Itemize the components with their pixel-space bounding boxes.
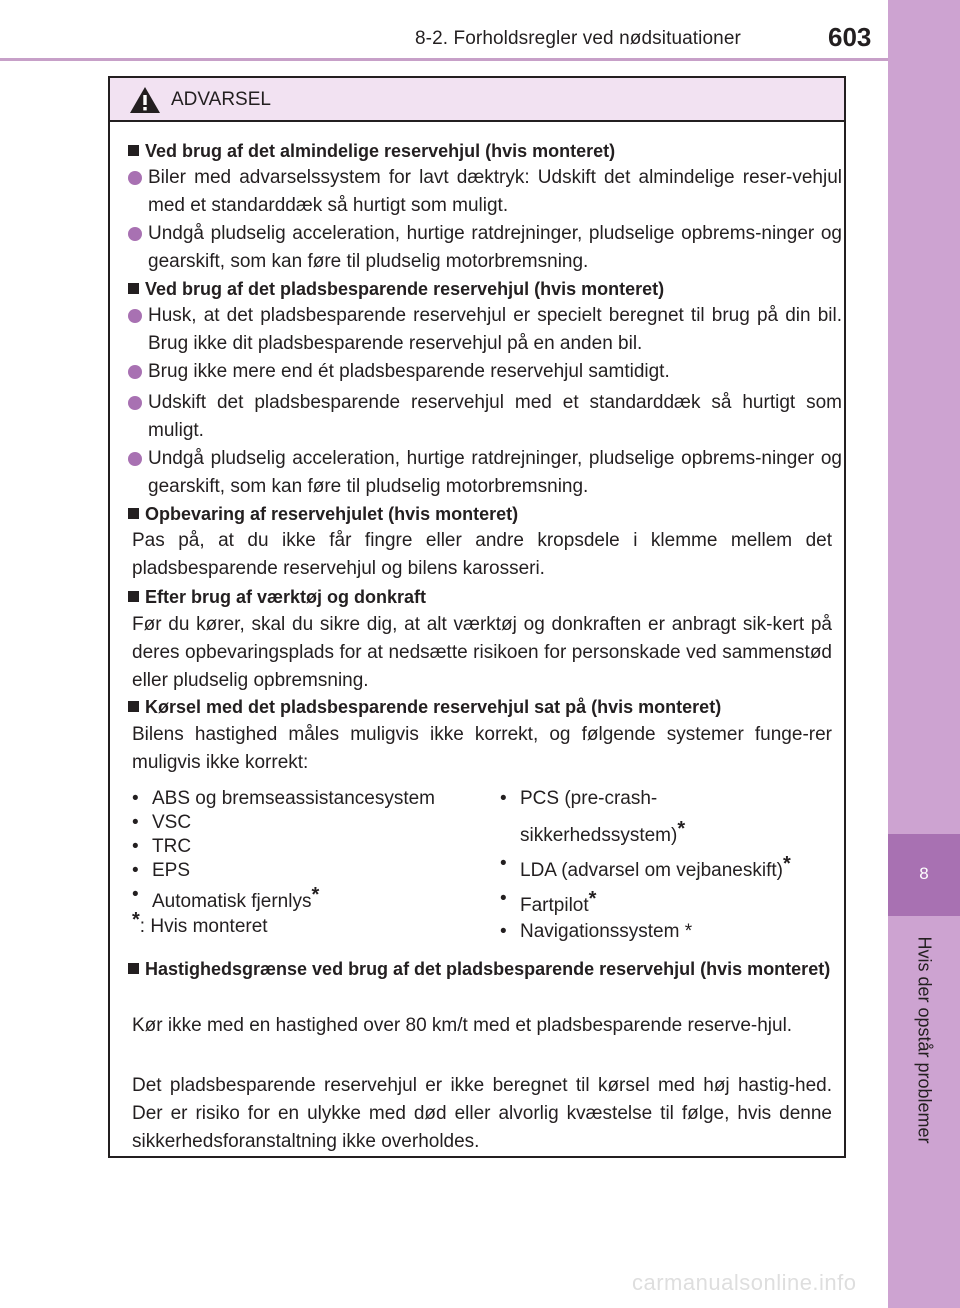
paragraph: Pas på, at du ikke får fingre eller andre kropsdele i klemme mellem det pladsbesparende reservehjul og bilens karosseri. — [132, 530, 832, 579]
footnote-star: * — [588, 888, 597, 910]
list-item-continuation: sikkerhedssystem)* — [520, 818, 686, 846]
section-heading: Opbevaring af reservehjulet (hvis monteret) — [128, 502, 840, 527]
section-heading: Hastighedsgrænse ved brug af det pladsbesparende reservehjul (hvis monteret) — [128, 957, 840, 982]
footnote-star: * — [677, 818, 686, 840]
bullet-item: Husk, at det pladsbesparende reservehjul er specielt beregnet til brug på din bil. Brug ikke dit pladsbesparende reservehjul på en anden bil. — [128, 302, 842, 358]
round-bullet-icon — [128, 396, 142, 410]
list-item: • PCS (pre-crash- — [500, 787, 791, 811]
list-item: • EPS — [132, 859, 435, 883]
round-bullet-icon — [128, 227, 142, 241]
section-heading: Efter brug af værktøj og donkraft — [128, 585, 840, 610]
square-bullet-icon — [128, 145, 139, 156]
round-bullet-icon — [128, 365, 142, 379]
watermark: carmanualsonline.info — [632, 1270, 857, 1295]
chapter-tab[interactable] — [888, 834, 960, 916]
bullet-item: Biler med advarselssystem for lavt dæktryk: Udskift det almindelige reser-vehjul med et standarddæk så hurtigt som muligt. — [128, 164, 842, 220]
list-item: • Automatisk fjernlys* — [132, 883, 435, 914]
list-item: • LDA (advarsel om vejbaneskift)* — [500, 852, 791, 883]
list-item: • Navigationssystem * — [500, 920, 791, 944]
bullet-item: Undgå pludselig acceleration, hurtige ratdrejninger, pludselige opbrems-ninger og gearskift, som kan føre til pludselig motorbremsning. — [128, 220, 842, 276]
round-bullet-icon — [128, 309, 142, 323]
chapter-number: 8 — [919, 864, 929, 883]
warning-triangle-icon — [129, 86, 161, 114]
section-title: 8-2. Forholdsregler ved nødsituationer — [415, 28, 741, 49]
bullet-item: Undgå pludselig acceleration, hurtige ratdrejninger, pludselige opbrems-ninger og gearskift, som kan føre til pludselig motorbremsning. — [128, 445, 842, 501]
bullet-item: Udskift det pladsbesparende reservehjul med et standarddæk så hurtigt som muligt. — [128, 389, 842, 445]
warning-label: ADVARSEL — [171, 89, 271, 110]
list-item: • TRC — [132, 835, 435, 859]
paragraph: Bilens hastighed måles muligvis ikke korrekt, og følgende systemer funge-rer muligvis ikke korrekt: — [132, 724, 832, 773]
page-number: 603 — [828, 22, 872, 52]
paragraph: Det pladsbesparende reservehjul er ikke beregnet til kørsel med høj hastig-hed. Der er risiko for en ulykke med død eller alvorlig kvæstelse til følge, hvis denne sikkerhedsforanstaltning ikke overholdes. — [132, 1075, 832, 1152]
square-bullet-icon — [128, 963, 139, 974]
header-divider — [0, 58, 888, 61]
warning-box — [108, 76, 846, 1158]
footnote-star: * — [782, 853, 791, 875]
footnote: *: Hvis monteret — [132, 909, 268, 937]
paragraph: Kør ikke med en hastighed over 80 km/t med et pladsbesparende reserve-hjul. — [132, 1015, 793, 1036]
round-bullet-icon — [128, 171, 142, 185]
chapter-label: Hvis der opstår problemer — [914, 936, 935, 1144]
square-bullet-icon — [128, 283, 139, 294]
square-bullet-icon — [128, 701, 139, 712]
list-item: • VSC — [132, 811, 435, 835]
footnote-star: * — [311, 884, 320, 906]
section-heading: Ved brug af det pladsbesparende reservehjul (hvis monteret) — [128, 277, 840, 302]
round-bullet-icon — [128, 452, 142, 466]
systems-list-left — [132, 787, 435, 914]
square-bullet-icon — [128, 508, 139, 519]
paragraph: Før du kører, skal du sikre dig, at alt værktøj og donkraften er anbragt sik-kert på deres opbevaringsplads for at nedsætte risikoen for personskade ved sammenstød eller pludselig opbremsning. — [132, 614, 832, 691]
section-heading: Ved brug af det almindelige reservehjul (hvis monteret) — [128, 139, 840, 164]
footnote-star: * — [132, 909, 140, 931]
bullet-item: Brug ikke mere end ét pladsbesparende reservehjul samtidigt. — [128, 358, 842, 386]
list-item: • ABS og bremseassistancesystem — [132, 787, 435, 811]
square-bullet-icon — [128, 591, 139, 602]
list-item: • Fartpilot* — [500, 887, 791, 918]
section-heading: Kørsel med det pladsbesparende reservehjul sat på (hvis monteret) — [128, 695, 840, 720]
systems-list-right — [500, 787, 791, 944]
warning-header — [110, 78, 844, 122]
